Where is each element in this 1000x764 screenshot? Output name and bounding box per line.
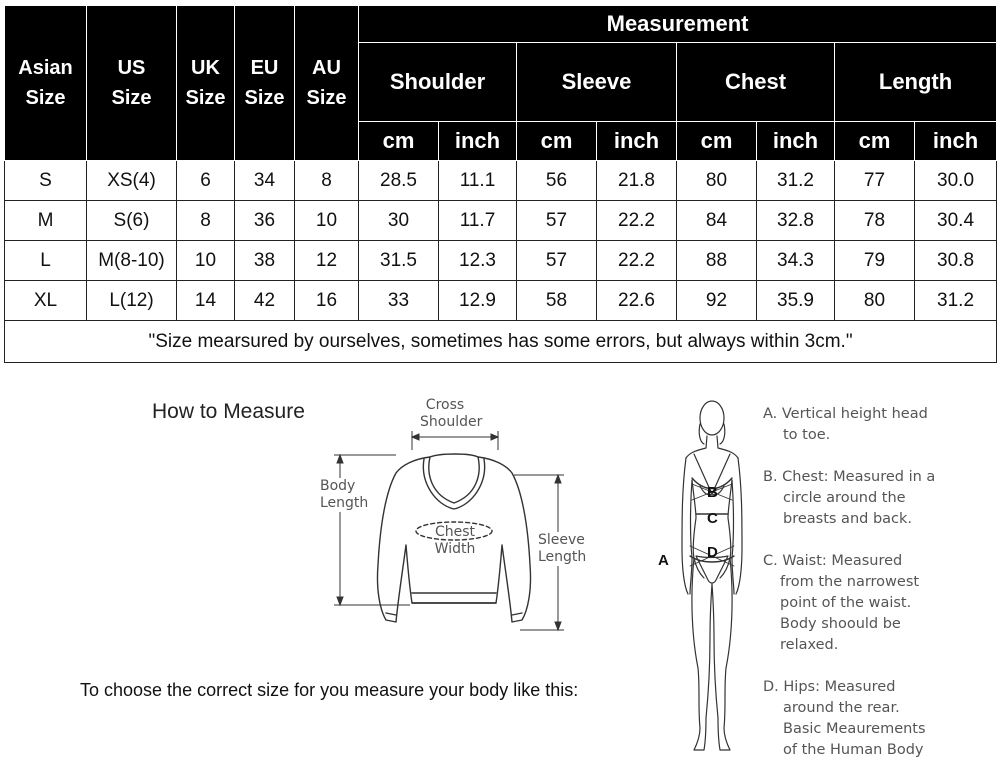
cell-eu: 42: [235, 281, 295, 321]
cell-asian: M: [5, 201, 87, 241]
cell-length-in: 30.4: [915, 201, 997, 241]
cell-length-in: 31.2: [915, 281, 997, 321]
cell-shoulder-cm: 31.5: [359, 241, 439, 281]
cell-sleeve-in: 22.2: [597, 241, 677, 281]
unit-cm-header: cm: [359, 122, 439, 161]
cell-uk: 14: [177, 281, 235, 321]
table-row: [5, 241, 997, 281]
cell-us: S(6): [87, 201, 177, 241]
left-arm: [682, 458, 692, 594]
cell-asian: L: [5, 241, 87, 281]
cell-chest-in: 31.2: [757, 161, 835, 201]
sweater-diagram: [300, 395, 620, 640]
cell-length-cm: 79: [835, 241, 915, 281]
label-a: A: [658, 552, 669, 569]
cell-asian: XL: [5, 281, 87, 321]
left-leg: [692, 558, 712, 750]
measurement-header: Measurement: [359, 6, 997, 43]
note-b: B. Chest: Measured in a circle around the breasts and back.: [763, 469, 936, 527]
cell-chest-cm: 80: [677, 161, 757, 201]
eu-size-header: EU Size: [235, 6, 295, 161]
cell-sleeve-in: 21.8: [597, 161, 677, 201]
cell-us: M(8-10): [87, 241, 177, 281]
cell-shoulder-in: 12.3: [439, 241, 517, 281]
cell-shoulder-cm: 30: [359, 201, 439, 241]
us-size-header: US Size: [87, 6, 177, 161]
cell-length-in: 30.8: [915, 241, 997, 281]
cell-eu: 36: [235, 201, 295, 241]
choose-size-instructions: To choose the correct size for you measure your body like this:: [80, 680, 579, 700]
cell-asian: S: [5, 161, 87, 201]
unit-inch-header: inch: [439, 122, 517, 161]
cell-sleeve-cm: 58: [517, 281, 597, 321]
asian-size-header: Asian Size: [5, 6, 87, 161]
cell-sleeve-cm: 57: [517, 201, 597, 241]
cell-chest-in: 34.3: [757, 241, 835, 281]
cell-chest-cm: 88: [677, 241, 757, 281]
cell-length-cm: 77: [835, 161, 915, 201]
chest-width-label: Chest Width: [434, 524, 476, 557]
table-row: [5, 161, 997, 201]
cell-sleeve-in: 22.2: [597, 201, 677, 241]
unit-inch-header: inch: [597, 122, 677, 161]
cell-sleeve-in: 22.6: [597, 281, 677, 321]
unit-cm-header: cm: [517, 122, 597, 161]
unit-cm-header: cm: [835, 122, 915, 161]
length-header: Length: [835, 43, 997, 122]
cell-us: XS(4): [87, 161, 177, 201]
label-c: C: [707, 510, 718, 527]
size-table: [4, 5, 997, 363]
note-a: A. Vertical height head to toe.: [763, 406, 928, 443]
note-d: D. Hips: Measured around the rear. Basic Meaurements of the Human Body: [763, 679, 926, 758]
cell-uk: 10: [177, 241, 235, 281]
cell-shoulder-in: 12.9: [439, 281, 517, 321]
head: [700, 401, 724, 435]
table-row: [5, 201, 997, 241]
cell-chest-cm: 92: [677, 281, 757, 321]
unit-inch-header: inch: [915, 122, 997, 161]
cell-uk: 6: [177, 161, 235, 201]
label-d: D: [707, 544, 718, 561]
cell-length-cm: 78: [835, 201, 915, 241]
body-figure: [670, 398, 760, 760]
sweater-neckline: [429, 454, 479, 503]
cell-chest-in: 35.9: [757, 281, 835, 321]
unit-inch-header: inch: [757, 122, 835, 161]
cell-length-cm: 80: [835, 281, 915, 321]
cell-length-in: 30.0: [915, 161, 997, 201]
sleeve-header: Sleeve: [517, 43, 677, 122]
cell-au: 10: [295, 201, 359, 241]
cross-shoulder-label: Cross Shoulder: [420, 397, 483, 430]
cell-shoulder-cm: 28.5: [359, 161, 439, 201]
au-size-header: AU Size: [295, 6, 359, 161]
cell-sleeve-cm: 56: [517, 161, 597, 201]
right-arm: [732, 458, 742, 594]
size-note: "Size mearsured by ourselves, sometimes has some errors, but always within 3cm.": [5, 321, 997, 363]
cell-uk: 8: [177, 201, 235, 241]
shoulder-header: Shoulder: [359, 43, 517, 122]
unit-cm-header: cm: [677, 122, 757, 161]
cell-shoulder-in: 11.7: [439, 201, 517, 241]
note-c: C. Waist: Measured from the narrowest point of the waist. Body shoould be relaxed.: [763, 553, 920, 653]
right-leg: [712, 558, 732, 750]
cell-au: 8: [295, 161, 359, 201]
cell-shoulder-in: 11.1: [439, 161, 517, 201]
table-row: [5, 281, 997, 321]
how-to-measure-title: How to Measure: [152, 400, 305, 423]
cell-au: 16: [295, 281, 359, 321]
cell-sleeve-cm: 57: [517, 241, 597, 281]
cell-au: 12: [295, 241, 359, 281]
cell-chest-cm: 84: [677, 201, 757, 241]
uk-size-header: UK Size: [177, 6, 235, 161]
cell-eu: 34: [235, 161, 295, 201]
sleeve-length-label: Sleeve Length: [538, 532, 587, 565]
cell-us: L(12): [87, 281, 177, 321]
cell-eu: 38: [235, 241, 295, 281]
body-length-label: Body Length: [320, 478, 369, 511]
label-b: B: [707, 484, 718, 501]
sweater-hem: [412, 593, 496, 603]
cell-shoulder-cm: 33: [359, 281, 439, 321]
cell-chest-in: 32.8: [757, 201, 835, 241]
chest-header: Chest: [677, 43, 835, 122]
